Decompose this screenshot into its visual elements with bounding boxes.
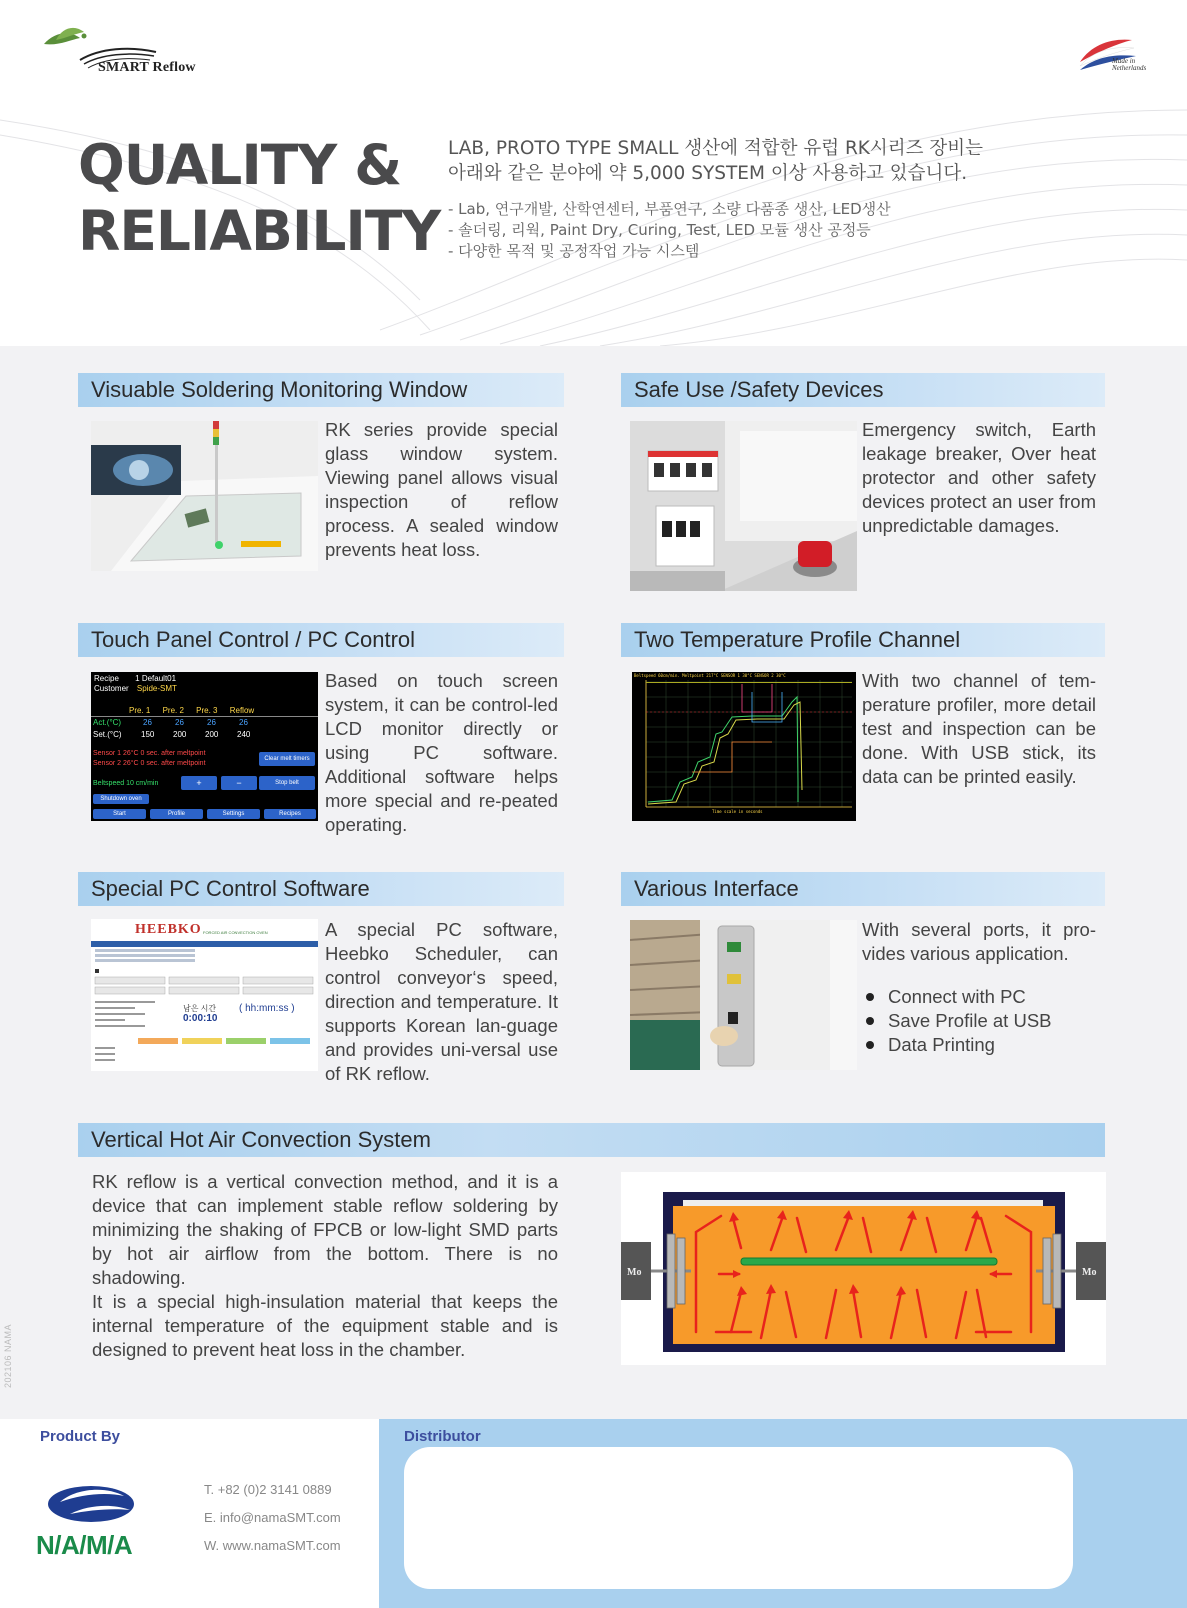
contact-web[interactable]: W. www.namaSMT.com	[204, 1538, 341, 1553]
headline-line1: LAB, PROTO TYPE SMALL 생산에 적합한 유럽 RK시리즈 장비는	[448, 138, 984, 159]
section-title-monitoring: Visuable Soldering Monitoring Window	[78, 373, 564, 407]
sensor2-row: Sensor 2 26°C 0 sec. after meltpoint	[93, 760, 206, 767]
made-in-line1: Made in	[1112, 57, 1136, 65]
actual-value: 26	[239, 718, 248, 727]
customer-value: Spide-SMT	[136, 684, 177, 693]
made-in-line2: Netherlands	[1112, 64, 1147, 72]
zone-header: Reflow	[229, 706, 255, 715]
nama-logo	[36, 1480, 146, 1570]
interface-ports-photo	[630, 920, 857, 1070]
feature-label: Connect with PC	[888, 986, 1026, 1007]
profile-description: With two channel of tem-perature profiler, more detail test and inspection can be done. With USB stick, its data can be printed easily.	[862, 670, 1096, 787]
contact-email[interactable]: E. info@namaSMT.com	[204, 1510, 341, 1525]
headline-line2: 아래와 같은 분야에 약 5,000 SYSTEM 이상 사용하고 있습니다.	[448, 163, 968, 184]
list-item	[866, 1009, 1052, 1033]
set-label: Set.(°C)	[93, 730, 122, 739]
bullet-icon	[866, 993, 874, 1001]
set-temp-row	[93, 730, 251, 739]
smart-reflow-logo	[40, 26, 220, 78]
glass-window-photo	[91, 421, 318, 571]
hot-air-convection-diagram	[621, 1172, 1106, 1365]
interface-description: With several ports, it pro-vides various application.	[862, 919, 1096, 964]
speed-plus-button[interactable]: +	[181, 776, 217, 790]
set-value: 200	[173, 730, 187, 739]
stop-belt-button[interactable]: Stop belt	[259, 776, 315, 790]
zone-header: Pre. 3	[196, 706, 218, 715]
actual-temp-row	[93, 718, 248, 727]
customer-row	[94, 684, 177, 693]
shutdown-oven-button[interactable]: Shutdown oven	[93, 794, 149, 804]
headline	[448, 136, 983, 186]
convection-description	[92, 1170, 558, 1362]
actual-value: 26	[175, 718, 184, 727]
brand-name: SMART Reflow	[98, 60, 196, 75]
recipe-value: 1 Default01	[135, 674, 177, 683]
recipes-button[interactable]: Recipes	[264, 809, 316, 819]
right-motor-label: Mo	[1082, 1267, 1097, 1278]
heebko-logo: HEEBKO	[135, 922, 202, 937]
application-item: - 다양한 목적 및 공정작업 가능 시스템	[448, 242, 700, 260]
feature-label: Save Profile at USB	[888, 1010, 1052, 1031]
bullet-icon	[866, 1041, 874, 1049]
list-item	[866, 1033, 1052, 1057]
application-item: - 솔더링, 리웍, Paint Dry, Curing, Test, LED 모듈 생산 공정등	[448, 221, 871, 239]
convection-text-1: RK reflow is a vertical convection method, and it is a device that can implement stable reflow soldering by minimizing the shaking of FPCB or low-light SMD parts by hot air airflow from the bottom. There is no shadowing.	[92, 1171, 558, 1288]
safety-description: Emergency switch, Earth leakage breaker, Over heat protector and other safety devices protect an user from unpredictable damages.	[862, 419, 1096, 536]
usb-ports-panel-image	[630, 920, 857, 1070]
set-value: 200	[205, 730, 219, 739]
actual-value: 26	[207, 718, 216, 727]
profile-curves	[632, 672, 856, 821]
contact-phone: T. +82 (0)2 3141 0889	[204, 1482, 332, 1497]
distributor-box	[404, 1447, 1073, 1589]
clear-melt-timers-button[interactable]: Clear melt timers	[259, 752, 315, 766]
monitoring-description: RK series provide special glass window system. Viewing panel allows visual inspection of reflow process. A sealed window prevents heat loss.	[325, 419, 558, 560]
speed-minus-button[interactable]: −	[221, 776, 257, 790]
sensor1-row: Sensor 1 26°C 0 sec. after meltpoint	[93, 750, 206, 757]
set-value: 150	[141, 730, 155, 739]
section-title-convection: Vertical Hot Air Convection System	[78, 1123, 1105, 1157]
section-title-safety: Safe Use /Safety Devices	[621, 373, 1105, 407]
breaker-and-emergency-switch-image	[630, 421, 857, 591]
distributor-label: Distributor	[404, 1428, 481, 1445]
temperature-profile-graph	[632, 672, 856, 821]
start-button[interactable]: Start	[93, 809, 146, 819]
made-in-text	[1112, 58, 1162, 72]
graph-footer: Time scale in seconds	[712, 809, 763, 814]
list-item	[866, 985, 1052, 1009]
safety-devices-photo	[630, 421, 857, 591]
software-description: A special PC software, Heebko Scheduler, can control conveyor‘s speed, direction and temperature. It supports Korean lan-guage and provides uni-versal use of RK reflow.	[325, 919, 558, 1084]
remaining-time-value: 0:00:10	[183, 1013, 218, 1024]
section-title-interface: Various Interface	[621, 872, 1105, 906]
heebko-subtitle: FORCED AIR CONVECTION OVEN	[203, 930, 268, 935]
zone-header-row	[129, 706, 254, 715]
left-motor-label: Mo	[627, 1267, 642, 1278]
header-banner	[0, 0, 1187, 346]
actual-value: 26	[143, 718, 152, 727]
convection-diagram	[621, 1172, 1106, 1365]
software-ui-mock	[91, 919, 318, 1071]
company-name: N/A/M/A	[36, 1530, 133, 1560]
feature-label: Data Printing	[888, 1034, 995, 1055]
section-title-touch-panel: Touch Panel Control / PC Control	[78, 623, 564, 657]
time-format: ( hh:mm:ss )	[239, 1003, 295, 1014]
customer-label: Customer	[94, 684, 129, 693]
settings-button[interactable]: Settings	[207, 809, 260, 819]
graph-header: Beltspeed 60cm/min. Meltpoint 217°C SENSOR 1 30°C SENSOR 2 30°C	[634, 673, 786, 678]
beltspeed-row: Beltspeed 10 cm/min	[93, 780, 159, 787]
application-item: - Lab, 연구개발, 산학연센터, 부품연구, 소량 다품종 생산, LED생산	[448, 200, 891, 218]
recipe-label: Recipe	[94, 674, 119, 683]
interface-feature-list	[866, 985, 1052, 1057]
section-title-software: Special PC Control Software	[78, 872, 564, 906]
section-title-profile: Two Temperature Profile Channel	[621, 623, 1105, 657]
divider	[91, 716, 318, 717]
zone-header: Pre. 2	[162, 706, 184, 715]
made-in-netherlands-badge	[1076, 36, 1156, 78]
set-value: 240	[237, 730, 251, 739]
profile-button[interactable]: Profile	[150, 809, 203, 819]
bullet-icon	[866, 1017, 874, 1025]
reflow-oven-window-image	[91, 421, 318, 571]
title-line2: RELIABILITY	[78, 199, 441, 263]
convection-text-2: It is a special high-insulation material that keeps the internal temperature of the equipment stable and is designed to prevent heat loss in the chamber.	[92, 1291, 558, 1360]
recipe-row	[94, 674, 176, 683]
page-title	[78, 132, 440, 264]
title-line1: QUALITY &	[78, 133, 402, 197]
remaining-time-label: 남은 시간	[183, 1004, 217, 1013]
touch-panel-screen	[91, 672, 318, 821]
application-list	[448, 199, 891, 262]
actual-label: Act.(°C)	[93, 718, 122, 727]
document-code: 202106 NAMA	[3, 1323, 13, 1388]
zone-header: Pre. 1	[129, 706, 151, 715]
nama-swoosh-icon	[46, 1480, 156, 1526]
product-by-label: Product By	[40, 1428, 121, 1445]
heebko-software-screenshot	[91, 919, 318, 1071]
touch-panel-description: Based on touch screen system, it can be control-led LCD monitor directly or using PC software. Additional software helps more special and re-peated operating.	[325, 670, 558, 835]
